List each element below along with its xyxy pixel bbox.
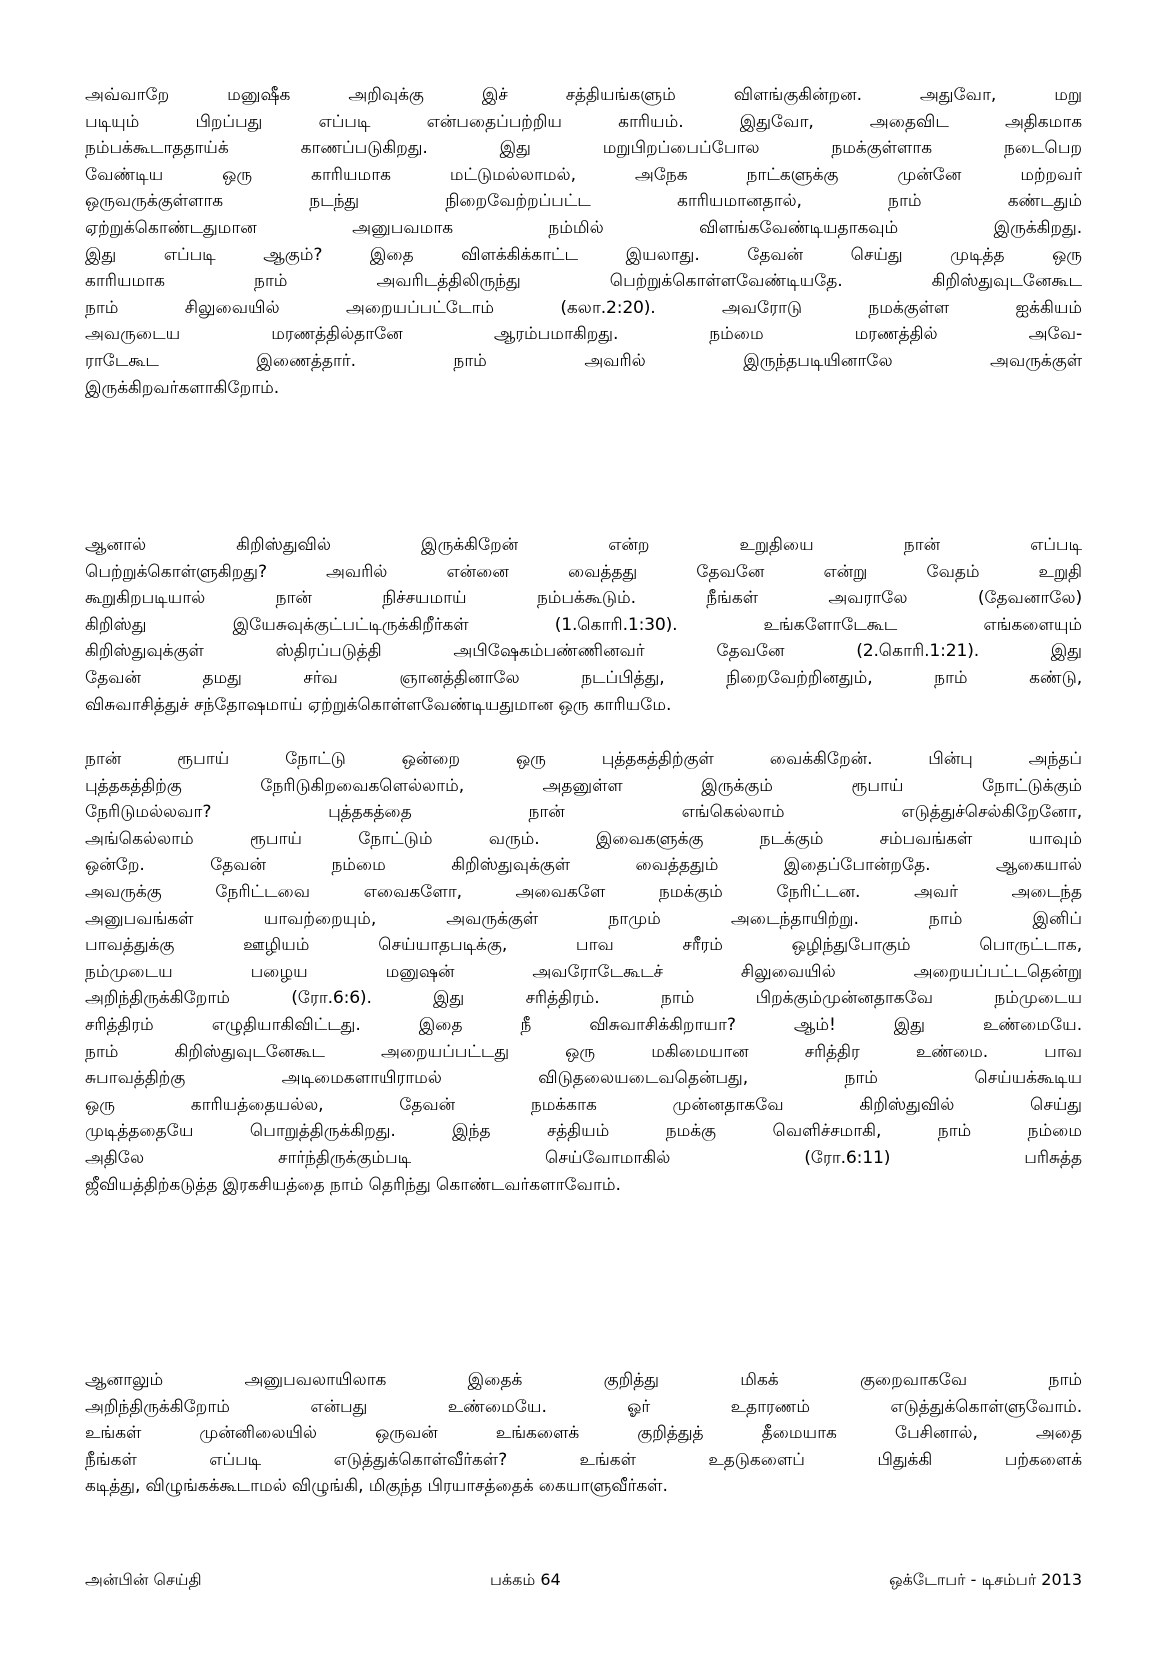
text-line: அறிந்திருக்கிறோம் என்பது உண்மையே. ஓர் உதாரணம் எடுத்துக்கொள்ளுவோம். xyxy=(85,1396,1082,1417)
text-line: ஏற்றுக்கொண்டதுமான அனுபவமாக நம்மில் விளங்கவேண்டியதாகவும் இருக்கிறது. xyxy=(85,217,1082,238)
text-line: ஜீவியத்திற்கடுத்த இரகசியத்தை நாம் தெரிந்து கொண்டவர்களாவோம். xyxy=(85,1174,621,1195)
paragraph-4 xyxy=(85,1367,1082,1500)
text-line: நான் ரூபாய் நோட்டு ஒன்றை ஒரு புத்தகத்திற்குள் வைக்கிறேன். பின்பு அந்தப் xyxy=(85,749,1082,769)
text-line: விசுவாசித்துச் சந்தோஷமாய் ஏற்றுக்கொள்ளவேண்டியதுமான ஒரு காரியமே. xyxy=(85,694,672,715)
text-line: வேண்டிய ஒரு காரியமாக மட்டுமல்லாமல், அநேக நாட்களுக்கு முன்னே மற்றவர் xyxy=(85,164,1082,185)
text-line: காரியமாக நாம் அவரிடத்திலிருந்து பெற்றுக்கொள்ளவேண்டியதே. கிறிஸ்துவுடனேகூட xyxy=(85,271,1082,292)
text-line: தேவன் தமது சர்வ ஞானத்தினாலே நடப்பித்து, நிறைவேற்றினதும், நாம் கண்டு, xyxy=(85,667,1082,688)
text-line: நீங்கள் எப்படி எடுத்துக்கொள்வீர்கள்? உங்கள் உதடுகளைப் பிதுக்கி பற்களைக் xyxy=(85,1449,1082,1470)
text-line: கிறிஸ்து இயேசுவுக்குட்பட்டிருக்கிறீர்கள் (1.கொரி.1:30). உங்களோடேகூட எங்களையும் xyxy=(85,614,1082,635)
text-line: அவ்வாறே மனுஷீக அறிவுக்கு இச் சத்தியங்களும் விளங்குகின்றன. அதுவோ, மறு xyxy=(85,85,1082,105)
text-line: படியும் பிறப்பது எப்படி என்பதைப்பற்றிய காரியம். இதுவோ, அதைவிட அதிகமாக xyxy=(85,111,1082,132)
text-line: நேரிடுமல்லவா? புத்தகத்தை நான் எங்கெல்லாம் எடுத்துச்செல்கிறேனோ, xyxy=(85,802,1082,823)
publication-name: அன்பின் செய்தி xyxy=(85,1570,202,1589)
text-line: அதிலே சார்ந்திருக்கும்படி செய்வோமாகில் (ரோ.6:11) பரிசுத்த xyxy=(85,1147,1082,1168)
page-number: பக்கம் 64 xyxy=(490,1570,561,1589)
text-line: அவருக்கு நேரிட்டவை எவைகளோ, அவைகளே நமக்கும் நேரிட்டன. அவர் அடைந்த xyxy=(85,881,1082,902)
text-line: ஆனால் கிறிஸ்துவில் இருக்கிறேன் என்ற உறுதியை நான் எப்படி xyxy=(85,535,1082,555)
paragraph-1 xyxy=(85,82,1082,401)
text-line: ஆனாலும் அனுபவலாயிலாக இதைக் குறித்து மிகக் குறைவாகவே நாம் xyxy=(85,1370,1082,1390)
text-line: பெற்றுக்கொள்ளுகிறது? அவரில் என்னை வைத்தது தேவனே என்று வேதம் உறுதி xyxy=(85,561,1082,582)
text-line: இது எப்படி ஆகும்? இதை விளக்கிக்காட்ட இயலாது. தேவன் செய்து முடித்த ஒரு xyxy=(85,244,1082,265)
text-line: நம்முடைய பழைய மனுஷன் அவரோடேகூடச் சிலுவையில் அறையப்பட்டதென்று xyxy=(85,961,1082,982)
text-line: அங்கெல்லாம் ரூபாய் நோட்டும் வரும். இவைகளுக்கு நடக்கும் சம்பவங்கள் யாவும் xyxy=(85,828,1082,849)
text-line: முடித்ததையே பொறுத்திருக்கிறது. இந்த சத்தியம் நமக்கு வெளிச்சமாகி, நாம் நம்மை xyxy=(85,1121,1082,1142)
text-line: நாம் சிலுவையில் அறையப்பட்டோம் (கலா.2:20). அவரோடு நமக்குள்ள ஐக்கியம் xyxy=(85,297,1082,318)
text-line: நாம் கிறிஸ்துவுடனேகூட அறையப்பட்டது ஒரு மகிமையான சரித்திர உண்மை. பாவ xyxy=(85,1041,1082,1062)
text-line: ஒருவருக்குள்ளாக நடந்து நிறைவேற்றப்பட்ட காரியமானதால், நாம் கண்டதும் xyxy=(85,191,1082,212)
text-line: சுபாவத்திற்கு அடிமைகளாயிராமல் விடுதலையடைவதென்பது, நாம் செய்யக்கூடிய xyxy=(85,1068,1082,1089)
text-line: ஒன்றே. தேவன் நம்மை கிறிஸ்துவுக்குள் வைத்ததும் இதைப்போன்றதே. ஆகையால் xyxy=(85,855,1082,876)
text-line: இருக்கிறவர்களாகிறோம். xyxy=(85,377,279,398)
paragraph-2 xyxy=(85,532,1082,718)
text-line: உங்கள் முன்னிலையில் ஒருவன் உங்களைக் குறித்துத் தீமையாக பேசினால், அதை xyxy=(85,1423,1082,1444)
text-line: சரித்திரம் எழுதியாகிவிட்டது. இதை நீ விசுவாசிக்கிறாயா? ஆம்! இது உண்மையே. xyxy=(85,1014,1082,1035)
text-line: புத்தகத்திற்கு நேரிடுகிறவைகளெல்லாம், அதனுள்ள இருக்கும் ரூபாய் நோட்டுக்கும் xyxy=(85,775,1082,796)
issue-date: ஒக்டோபர் - டிசம்பர் 2013 xyxy=(889,1570,1082,1589)
text-line: நம்பக்கூடாததாய்க் காணப்படுகிறது. இது மறுபிறப்பைப்போல நமக்குள்ளாக நடைபெற xyxy=(85,138,1082,159)
text-line: அனுபவங்கள் யாவற்றையும், அவருக்குள் நாமும் அடைந்தாயிற்று. நாம் இனிப் xyxy=(85,908,1082,929)
text-line: ஒரு காரியத்தையல்ல, தேவன் நமக்காக முன்னதாகவே கிறிஸ்துவில் செய்து xyxy=(85,1094,1082,1115)
text-line: கிறிஸ்துவுக்குள் ஸ்திரப்படுத்தி அபிஷேகம்பண்ணினவர் தேவனே (2.கொரி.1:21). இது xyxy=(85,641,1082,662)
text-line: கூறுகிறபடியால் நான் நிச்சயமாய் நம்பக்கூடும். நீங்கள் அவராலே (தேவனாலே) xyxy=(85,588,1082,609)
page-footer xyxy=(85,1568,1082,1592)
text-line: ராடேகூட இணைத்தார். நாம் அவரில் இருந்தபடியினாலே அவருக்குள் xyxy=(85,350,1082,371)
paragraph-3 xyxy=(85,746,1082,1198)
text-line: அவருடைய மரணத்தில்தானே ஆரம்பமாகிறது. நம்மை மரணத்தில் அவே- xyxy=(85,324,1082,345)
text-line: அறிந்திருக்கிறோம் (ரோ.6:6). இது சரித்திரம். நாம் பிறக்கும்முன்னதாகவே நம்முடைய xyxy=(85,988,1082,1009)
text-line: கடித்து, விழுங்கக்கூடாமல் விழுங்கி, மிகுந்த பிரயாசத்தைக் கையாளுவீர்கள். xyxy=(85,1476,668,1497)
text-line: பாவத்துக்கு ஊழியம் செய்யாதபடிக்கு, பாவ சரீரம் ஒழிந்துபோகும் பொருட்டாக, xyxy=(85,935,1082,956)
